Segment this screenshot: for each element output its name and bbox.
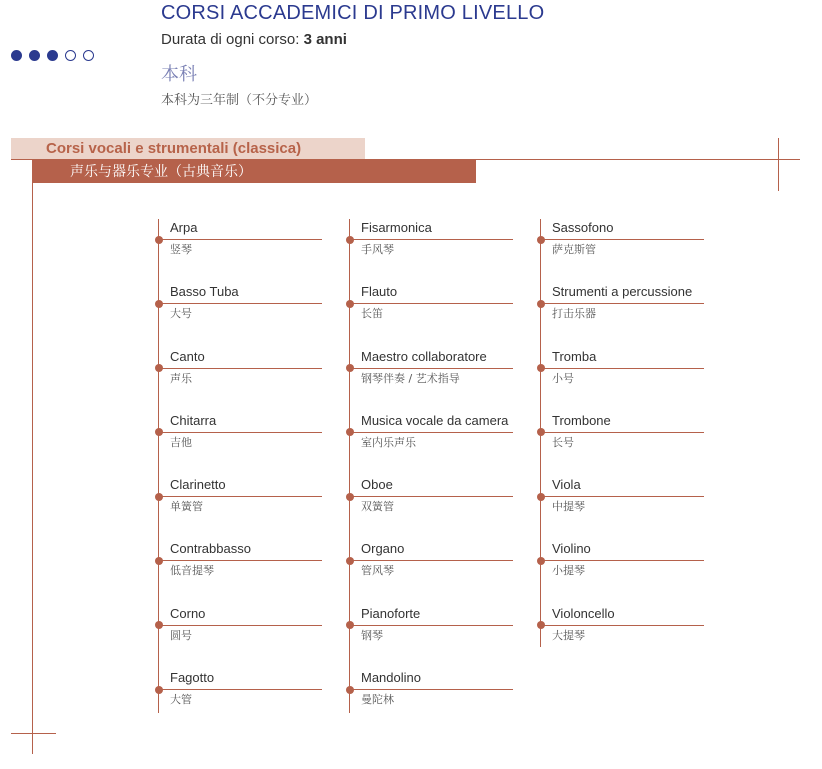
- course-name-cn: 大提琴: [552, 628, 585, 642]
- course-name-cn: 小号: [552, 371, 574, 385]
- course-name-cn: 中提琴: [552, 500, 585, 514]
- course-name-it: Arpa: [170, 220, 198, 235]
- course-item: [159, 219, 324, 283]
- course-name-it: Contrabbasso: [170, 541, 251, 557]
- course-underline: [159, 625, 322, 626]
- course-item: [159, 605, 324, 669]
- course-column-1: [158, 219, 324, 713]
- cn-title: 本科: [161, 64, 197, 85]
- course-name-it: Violino: [552, 541, 591, 557]
- course-name-cn: 管风琴: [361, 564, 394, 578]
- bullet-dot-icon: [346, 428, 354, 436]
- course-underline: [350, 560, 513, 561]
- progress-dot: [11, 50, 22, 61]
- bullet-dot-icon: [537, 557, 545, 565]
- page-title: CORSI ACCADEMICI DI PRIMO LIVELLO: [161, 2, 545, 24]
- course-underline: [541, 368, 704, 369]
- bullet-dot-icon: [346, 364, 354, 372]
- vertical-rule-right: [778, 138, 779, 191]
- course-underline: [541, 496, 704, 497]
- bullet-dot-icon: [537, 236, 545, 244]
- course-item: [159, 540, 324, 604]
- course-name-cn: 萨克斯管: [552, 243, 596, 256]
- course-name-it: Musica vocale da camera: [361, 412, 509, 428]
- course-name-it: Basso Tuba: [170, 284, 239, 300]
- course-item: [541, 476, 706, 540]
- course-name-cn: 钢琴: [361, 628, 383, 642]
- course-name-cn: 打击乐器: [552, 307, 596, 321]
- horizontal-rule-bottom: [11, 733, 56, 734]
- course-underline: [159, 689, 322, 690]
- course-underline: [159, 303, 322, 304]
- progress-dot: [65, 50, 76, 61]
- course-underline: [350, 239, 513, 240]
- course-name-it: Organo: [361, 541, 405, 557]
- course-item: [350, 669, 515, 733]
- course-name-cn: 室内乐声乐: [361, 435, 416, 449]
- bullet-dot-icon: [155, 236, 163, 244]
- course-name-it: Maestro collaboratore: [361, 348, 487, 364]
- course-name-cn: 长号: [552, 435, 574, 449]
- course-underline: [541, 560, 704, 561]
- course-item: [350, 283, 515, 347]
- course-underline: [350, 496, 513, 497]
- bullet-dot-icon: [537, 300, 545, 308]
- bullet-dot-icon: [537, 493, 545, 501]
- course-underline: [159, 560, 322, 561]
- course-item: [159, 412, 324, 476]
- course-underline: [350, 303, 513, 304]
- course-name-it: Violoncello: [552, 605, 615, 621]
- course-underline: [350, 689, 513, 690]
- bullet-dot-icon: [155, 428, 163, 436]
- bullet-dot-icon: [346, 493, 354, 501]
- course-name-cn: 大管: [170, 693, 192, 707]
- course-name-it: Corno: [170, 605, 206, 621]
- course-duration: [161, 31, 347, 48]
- course-name-it: Mandolino: [361, 670, 421, 686]
- course-item: [541, 412, 706, 476]
- bullet-dot-icon: [155, 493, 163, 501]
- course-name-it: Strumenti a percussione: [552, 284, 693, 300]
- course-underline: [541, 303, 704, 304]
- course-name-it: Canto: [170, 348, 205, 364]
- bullet-dot-icon: [346, 557, 354, 565]
- course-name-cn: 单簧管: [170, 500, 203, 514]
- course-underline: [159, 239, 322, 240]
- vertical-rule-left: [32, 138, 33, 754]
- course-name-cn: 竖琴: [170, 243, 192, 256]
- progress-dots: [11, 50, 94, 61]
- bullet-dot-icon: [155, 364, 163, 372]
- course-item: [541, 219, 706, 283]
- course-name-it: Flauto: [361, 284, 398, 300]
- course-item: [350, 412, 515, 476]
- course-item: [541, 605, 706, 669]
- bullet-dot-icon: [155, 557, 163, 565]
- course-item: [159, 283, 324, 347]
- course-name-it: Sassofono: [552, 220, 614, 235]
- course-item: [350, 219, 515, 283]
- course-name-it: Clarinetto: [170, 477, 226, 493]
- course-underline: [541, 239, 704, 240]
- course-name-it: Fagotto: [170, 670, 215, 686]
- course-name-cn: 双簧管: [361, 500, 394, 514]
- bullet-dot-icon: [346, 300, 354, 308]
- course-underline: [159, 432, 322, 433]
- course-column-3: [540, 219, 706, 647]
- course-item: [159, 348, 324, 412]
- bullet-dot-icon: [537, 621, 545, 629]
- course-name-it: Chitarra: [170, 412, 217, 428]
- course-name-cn: 圆号: [170, 628, 192, 642]
- course-name-cn: 低音提琴: [170, 564, 214, 578]
- course-item: [350, 540, 515, 604]
- bullet-dot-icon: [155, 621, 163, 629]
- course-name-cn: 吉他: [170, 435, 192, 449]
- duration-label: Durata di ogni corso:: [161, 31, 300, 48]
- course-name-it: Pianoforte: [361, 605, 421, 621]
- course-name-it: Tromba: [552, 348, 597, 364]
- course-underline: [541, 432, 704, 433]
- course-item: [541, 283, 706, 347]
- course-underline: [350, 368, 513, 369]
- course-name-cn: 钢琴伴奏 / 艺术指导: [361, 371, 460, 385]
- course-name-it: Fisarmonica: [361, 220, 432, 235]
- progress-dot: [47, 50, 58, 61]
- course-item: [350, 605, 515, 669]
- course-item: [350, 348, 515, 412]
- course-name-cn: 大号: [170, 307, 192, 321]
- course-item: [350, 476, 515, 540]
- bullet-dot-icon: [155, 300, 163, 308]
- progress-dot: [29, 50, 40, 61]
- bullet-dot-icon: [537, 428, 545, 436]
- cn-subtitle: 本科为三年制（不分专业）: [161, 93, 318, 108]
- course-underline: [159, 496, 322, 497]
- course-name-it: Viola: [552, 477, 581, 493]
- section-label-cn: 声乐与器乐专业（古典音乐）: [70, 164, 252, 180]
- course-name-cn: 长笛: [361, 307, 383, 321]
- bullet-dot-icon: [155, 686, 163, 694]
- course-underline: [350, 432, 513, 433]
- bullet-dot-icon: [537, 364, 545, 372]
- course-item: [159, 476, 324, 540]
- bullet-dot-icon: [346, 686, 354, 694]
- course-name-cn: 小提琴: [552, 564, 585, 578]
- course-underline: [541, 625, 704, 626]
- course-item: [541, 348, 706, 412]
- course-underline: [350, 625, 513, 626]
- course-column-2: [349, 219, 515, 713]
- course-name-cn: 曼陀林: [361, 693, 394, 707]
- section-label-it: Corsi vocali e strumentali (classica): [46, 140, 302, 157]
- course-item: [541, 540, 706, 604]
- bullet-dot-icon: [346, 236, 354, 244]
- course-item: [159, 669, 324, 733]
- course-name-it: Trombone: [552, 412, 611, 428]
- bullet-dot-icon: [346, 621, 354, 629]
- course-name-cn: 手风琴: [361, 243, 394, 256]
- progress-dot: [83, 50, 94, 61]
- duration-value: 3 anni: [303, 31, 347, 48]
- course-name-cn: 声乐: [170, 371, 192, 385]
- course-name-it: Oboe: [361, 477, 393, 493]
- course-underline: [159, 368, 322, 369]
